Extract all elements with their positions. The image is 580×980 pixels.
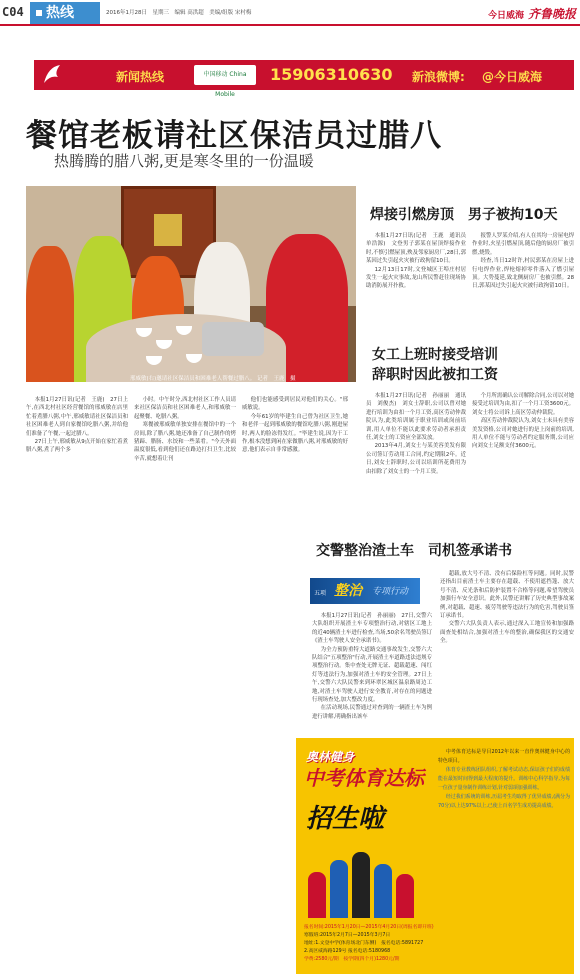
ad-slogan: 招生啦 bbox=[306, 804, 385, 834]
ad-body bbox=[438, 748, 570, 811]
paragraph: 经过我们系统的训练,历届考生均取得了优异成绩,(满分为70分)以上达97%以上,已使上百名学生成功提高成绩。 bbox=[438, 794, 570, 809]
paragraph: 小时。中午时分,西北村社区工作人员请来社区保洁员和社区困难老人,和邢威敏一起聚餐、吃腊八粥。 bbox=[134, 397, 236, 420]
paragraph: 中考体育达标是导目2012年以来一直作奥林健身中心的特色项目。 bbox=[438, 749, 570, 764]
graphic-main-text: 整治 bbox=[334, 583, 362, 599]
weibo-label: 新浪微博: bbox=[412, 70, 465, 84]
photo-caption: 邢威敏(右)邀请社区保洁员和困难老人帮餐过腊八。 记者 王鹿 摄 bbox=[130, 376, 296, 382]
hotline-phone: 15906310630 bbox=[270, 65, 393, 84]
ad-headline: 中考体育达标 bbox=[304, 766, 424, 790]
square-icon bbox=[36, 10, 42, 16]
graphic-right-text: 专项行动 bbox=[372, 587, 409, 597]
story4-title: 交警整治渣土车 司机签承诺书 bbox=[316, 543, 512, 559]
section-label: 热线 bbox=[46, 5, 74, 21]
ad-info-line: 地址:1.文登中学(体育场北门东侧) 报名电话:5891727 bbox=[304, 941, 424, 946]
brand-main: 齐鲁晚报 bbox=[527, 7, 576, 21]
ad-info-line: 2.高区威海路129号 报名电话:5180968 bbox=[304, 949, 391, 954]
paragraph: 为全力预防重特大道路交通事故发生,交警六大队结合"五项整治"行动,开展渣土车道路违法违规专项整治行动。集中查处无牌无证、超载超速、闯红灯等违法行为,加强对渣土车的安全管理。27日上午,交警六大队民警来到环翠区城区温泉路周边工地,对渣土车驾驶人进行安全教育,对存在的问题进行现场查处,加大整改力度。 bbox=[312, 646, 432, 704]
paragraph: 经查,当日12时许,村民郭某在房屋上进行电焊作业,焊枪熔掉零件落入了燃引屋顶。大势蔓延,致北侧厨房厂也被引燃。28日,郭某因过失引起火灾被行政拘留10日。 bbox=[472, 258, 574, 290]
page-header bbox=[0, 0, 580, 26]
sponsor-logo: 中国移动 China Mobile bbox=[194, 65, 256, 85]
hotline-banner bbox=[34, 60, 574, 98]
weibo-handle: @今日威海 bbox=[482, 70, 543, 84]
paragraph: 2013年4月,刘女士与某美容美发有限公司签订劳动用工合同,约定期限2年。近日,刘女士辞职时,公司以培训所花费用为由扣除了刘女士的一个月工资。 bbox=[366, 443, 466, 475]
paragraph: 报警人罗某介绍,有人在其均一房屋电焊作业时,火星引燃屋顶,随后他的厨房厂被引燃,烧毁。 bbox=[472, 233, 574, 256]
story2-column-2 bbox=[472, 232, 574, 332]
paragraph: 体育专业教练团队组织,了解考试动态,保证孩子们的成绩能在最短时间得到最大程度的提升。训练中心科学指导,为每一位孩子量身制作训练计划,针对弱项加强训练。 bbox=[438, 767, 570, 791]
lead-headline: 餐馆老板请社区保洁员过腊八 bbox=[26, 118, 442, 154]
lead-photo bbox=[26, 186, 356, 382]
bird-icon bbox=[42, 63, 62, 87]
lead-subheadline: 热腾腾的腊八粥,更是寒冬里的一份温暖 bbox=[54, 152, 314, 170]
ad-info bbox=[304, 924, 570, 964]
story2-title: 焊接引燃房顶 男子被拘10天 bbox=[370, 207, 558, 223]
paragraph: 12月13日17时,文登城区王埠庄村居发生一起火灾事故,龙山所民警赶往现场协助消防展开扑救。 bbox=[366, 266, 466, 290]
paragraph: 高区劳动仲裁院认为,刘女士未具有美容美发资格,公司对她进行的是上岗前的培训,用人单位不能与劳动者约定服务期,公司应向刘女士足额支付3600元。 bbox=[472, 418, 574, 450]
story3-title-line2: 辞职时因此被扣工资 bbox=[372, 367, 498, 383]
ad-info-line: 学费:2580元/期 按学期(四个月)1280元/期 bbox=[304, 957, 400, 962]
paragraph: 个月所需确认公司解除合同,公司以对她接受过培训为由,扣了一个月工资3600元。刘女士将公司诉上高区劳动仲裁院。 bbox=[472, 393, 574, 416]
advertisement bbox=[296, 738, 574, 974]
ad-info-line: 报名时间:2015年1月20日—2015年4月20日(周报名即开班) bbox=[304, 925, 434, 930]
athletes-illustration bbox=[304, 848, 428, 918]
issue-meta: 2016年1月28日 星期三 编辑 高洪超 美编/组版 宋村梅 bbox=[106, 10, 252, 16]
ad-info-line: 寒假班:2015年2月7日—2015年3月7日 bbox=[304, 933, 391, 938]
brand-small: 今日威海 bbox=[487, 11, 524, 21]
story4-column-1 bbox=[312, 612, 432, 734]
paragraph: 本报1月27日讯(记者 王鹿 通讯员 单浩源) 文登男子郭某在屋顶焊接作业时,不慎引燃屋顶,殃及邻家厨房厂,28日,郭某因过失引起火灾被行政拘留10日。 bbox=[366, 233, 472, 265]
paragraph: 他们也能感受到居民对他们的关心。"邢威敏说。 bbox=[242, 397, 348, 412]
porridge-pot bbox=[202, 322, 264, 356]
paragraph: 今年61岁的毕建生自己曾为社区卫生,她和老伴一起到邢威敏的餐馆吃腊八粥,刚进屋时,两人的脸冻得发红。"毕建生说,因为干工作,根本没想到闲在家做腊八粥,对邢威敏的好意,他们表示自非常感激。 bbox=[242, 413, 348, 454]
paragraph: 交警六大队负责人表示,通过深入工地宣传和加强路面查处相结合,加强对渣土车的整治,确保我区的交通安全。 bbox=[440, 621, 574, 645]
story3-title-line1: 女工上班时接受培训 bbox=[372, 347, 498, 363]
story4-column-2 bbox=[440, 570, 574, 732]
masthead-brand bbox=[488, 5, 576, 22]
graphic-left-text: 五项 bbox=[314, 590, 327, 597]
paragraph: 在活动现场,民警通过对查到的一辆渣土车为例进行讲解,明确指出该车 bbox=[312, 705, 432, 720]
paragraph: 寒餐被邢威敏单独安排在餐馆中的一个房间,除了腊八粥,她还准备了自己制作的烤猪蹄、腊肠、水饺和一些菜肴。"今天外面温度很低,看到他们还在路边打扫卫生,比较辛苦,就想着让刊 bbox=[134, 422, 236, 462]
paragraph: 超载,放大号不清、没有后保险杠等问题。同时,民警还指出目前渣土车主要存在超载、不使用遮挡篷、放大号不清、反光条和后防护装置不合格等问题,希望驾驶员加强行车安全意识。此外,民警还讲解了历史典型事故案例,对超载、超速、疲劳驾驶等违法行为的危害,驾驶员签订承诺书。 bbox=[440, 571, 574, 620]
paragraph: 本报1月27日讯(记者 孙丽丽) 27日,交警六大队组织开展渣土车专项整治行动,对辖区工地上的近40辆渣土车进行检查,当场,50余名驾驶员签订《渣土车驾驶人安全承诺书》。 bbox=[312, 613, 432, 645]
section-tab bbox=[30, 2, 100, 24]
campaign-graphic bbox=[310, 578, 420, 604]
paragraph: 本报1月27日讯(记者 王鹿) 27日上午,在西北村社区经营餐馆的邢威敏在店里忙着煮腊八粥,中午,邢威敏请社区保洁员和社区困难老人到自家餐馆吃腊八粥,并给他们准备了午餐,一起过腊八。 bbox=[26, 397, 128, 437]
lead-column-2 bbox=[134, 396, 236, 528]
lead-column-1 bbox=[26, 396, 128, 528]
story3-column-2 bbox=[472, 392, 574, 522]
hotline-name: 新闻热线 bbox=[116, 70, 165, 84]
story3-column-1 bbox=[366, 392, 466, 522]
paragraph: 27日上午,邢威敏从9点开始在家忙着煮腊八粥,煮了两个多 bbox=[26, 439, 128, 454]
ad-brand: 奥林健身 bbox=[306, 750, 355, 764]
story2-column-1 bbox=[366, 232, 472, 332]
page-code: C04 bbox=[2, 5, 24, 19]
lead-column-3 bbox=[242, 396, 348, 528]
paragraph: 本报1月27日讯(记者 孙丽丽 通讯员 刘俊杰) 刘女士辞职,公司以曾对她进行培训为由扣一个月工资,高区劳动仲裁院认为,此类培训属于职业培训或岗前培训,用人单位不能以此要求劳动者承担责任,刘女士的工资应全部发放。 bbox=[366, 393, 466, 442]
